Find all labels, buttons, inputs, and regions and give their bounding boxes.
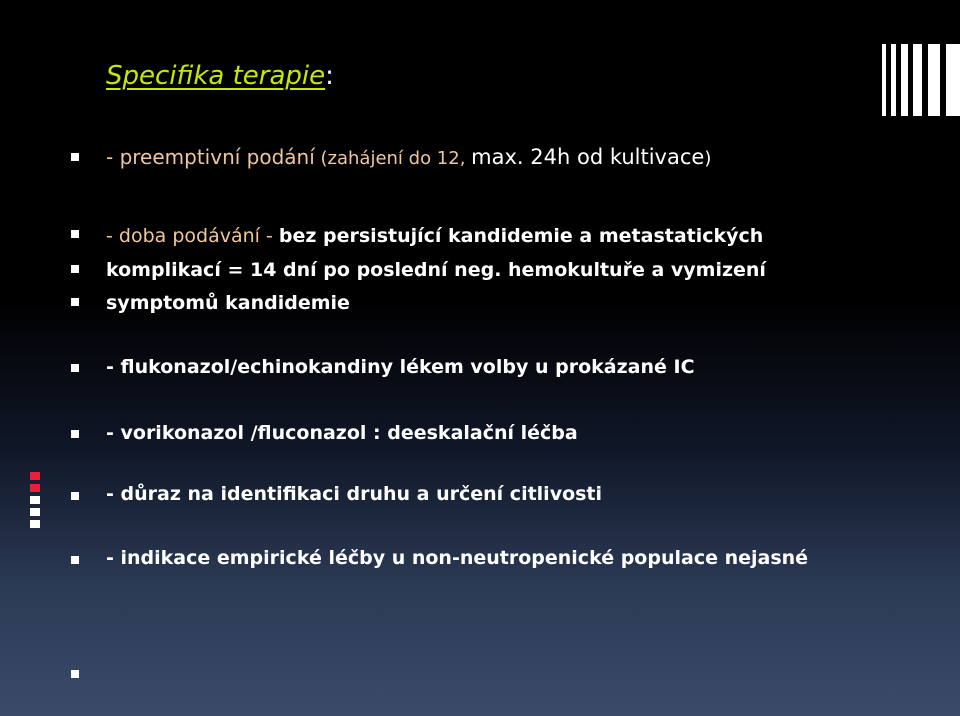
square-bullet-icon [71, 556, 79, 564]
bullet-empiric: - indikace empirické léčby u non-neutropenické populace nejasné [106, 547, 809, 569]
square-bullet-icon [71, 364, 79, 372]
duration-label: - doba podávání - [106, 225, 279, 247]
square-bullet-icon [71, 492, 79, 500]
duration-end: symptomů kandidemie [106, 292, 350, 314]
preemptive-close: ) [704, 148, 712, 169]
square-bullet-icon [71, 265, 79, 273]
preemptive-label: - preemptivní podání [106, 145, 315, 169]
square-bullet-icon [71, 298, 79, 306]
preemptive-note: (zahájení do 12, [314, 148, 472, 169]
striped-bars-icon [882, 44, 960, 116]
square-bullet-icon [71, 430, 79, 438]
square-bullet-icon [71, 230, 79, 238]
title-colon: : [325, 61, 334, 91]
title-text: Specifika terapie [106, 61, 326, 91]
slide-title [106, 56, 334, 96]
square-bullet-icon [71, 670, 79, 678]
bullet-preemptive [106, 141, 711, 175]
bullet-duration [106, 220, 763, 252]
square-bullet-icon [71, 153, 79, 161]
bullet-voriconazole: - vorikonazol /fluconazol : deeskalační léčba [106, 422, 578, 444]
bullet-fluconazole: - flukonazol/echinokandiny lékem volby u prokázané IC [106, 356, 695, 378]
accent-bar-icon [30, 472, 40, 528]
bullet-identification: - důraz na identifikaci druhu a určení citlivosti [106, 483, 603, 505]
duration-continued: komplikací = 14 dní po poslední neg. hemokultuře a vymizení [106, 259, 766, 281]
duration-text: bez persistující kandidemie a metastatických [278, 225, 764, 247]
preemptive-max: max. 24h od kultivace [471, 145, 705, 169]
